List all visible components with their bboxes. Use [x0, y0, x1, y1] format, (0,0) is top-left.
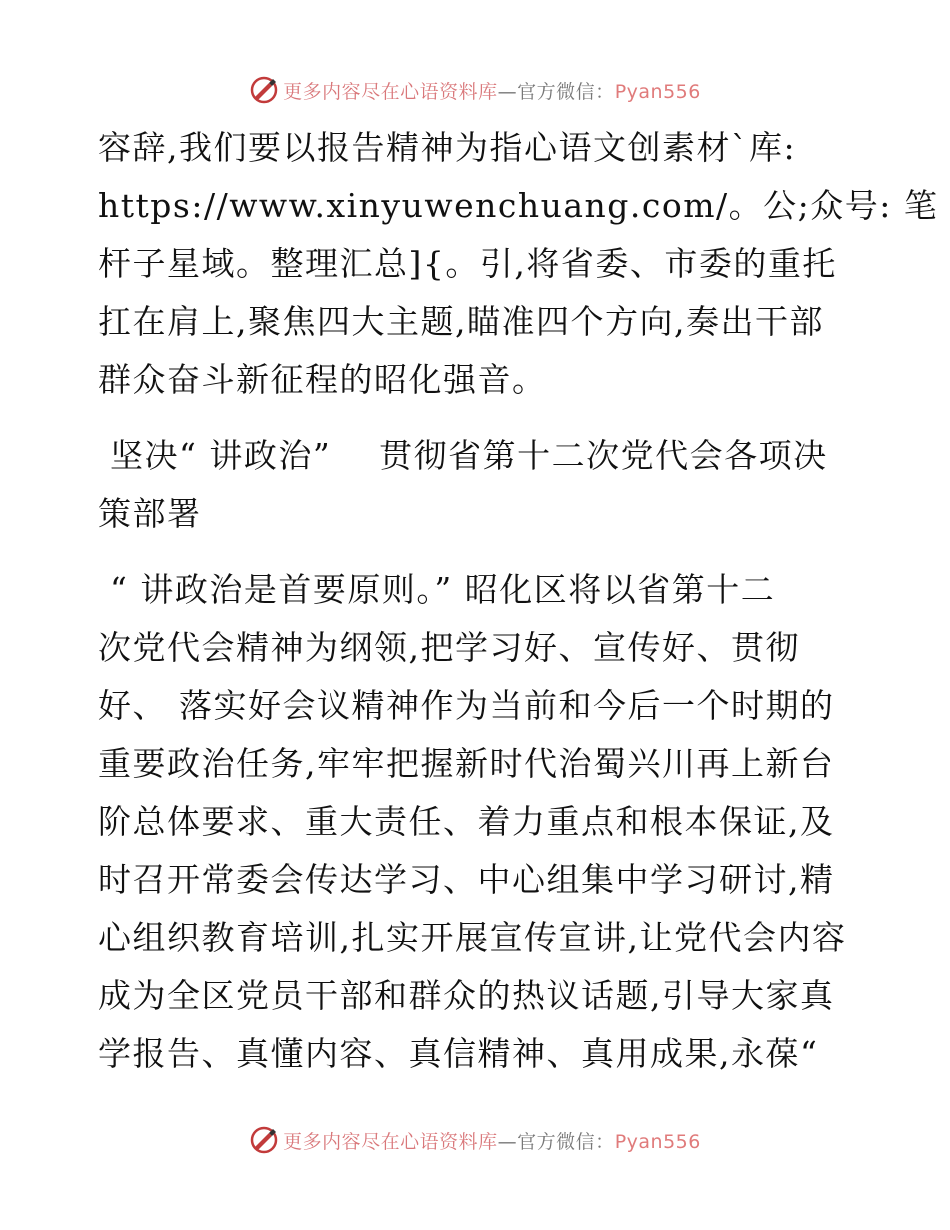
body-line: 次党代会精神为纲领,把学习好、宣传好、贯彻	[98, 628, 800, 667]
body-line: 心组织教育培训,扎实开展宣传宣讲,让党代会内容	[98, 918, 847, 957]
header-banner	[0, 70, 950, 110]
body-line: 成为全区党员干部和群众的热议话题,引导大家真	[98, 976, 835, 1015]
body-line: 学报告、真懂内容、真信精神、真用成果,永葆“	[98, 1034, 819, 1073]
body-line: 容辞,我们要以报告精神为指心语文创素材`库:	[98, 128, 797, 167]
body-line: https://www.xinyuwenchuang.com/。公;众号: 笔	[98, 186, 939, 225]
banner-text: 更多内容尽在心语资料库—官方微信：Pyan556	[283, 80, 701, 103]
body-line: 好、 落实好会议精神作为当前和今后一个时期的	[98, 686, 835, 725]
banner-text: 更多内容尽在心语资料库—官方微信：Pyan556	[283, 1130, 701, 1153]
body-line: 扛在肩上,聚焦四大主题,瞄准四个方向,奏出干部	[98, 302, 824, 341]
body-line: 杆子星域。整理汇总]{。引,将省委、市委的重托	[98, 244, 837, 283]
section-heading: 坚决“ 讲政治” 贯彻省第十二次党代会各项决	[98, 436, 828, 475]
body-line: “ 讲政治是首要原则。” 昭化区将以省第十二	[98, 570, 776, 609]
pen-logo-icon	[249, 75, 279, 105]
body-line: 重要政治任务,牢牢把握新时代治蜀兴川再上新台	[98, 744, 835, 783]
body-line: 阶总体要求、重大责任、着力重点和根本保证,及	[98, 802, 835, 841]
body-line: 时召开常委会传达学习、中心组集中学习研讨,精	[98, 860, 835, 899]
footer-banner	[0, 1120, 950, 1160]
section-heading: 策部署	[98, 494, 202, 533]
body-line: 群众奋斗新征程的昭化强音。	[98, 360, 547, 399]
pen-logo-icon	[249, 1125, 279, 1155]
